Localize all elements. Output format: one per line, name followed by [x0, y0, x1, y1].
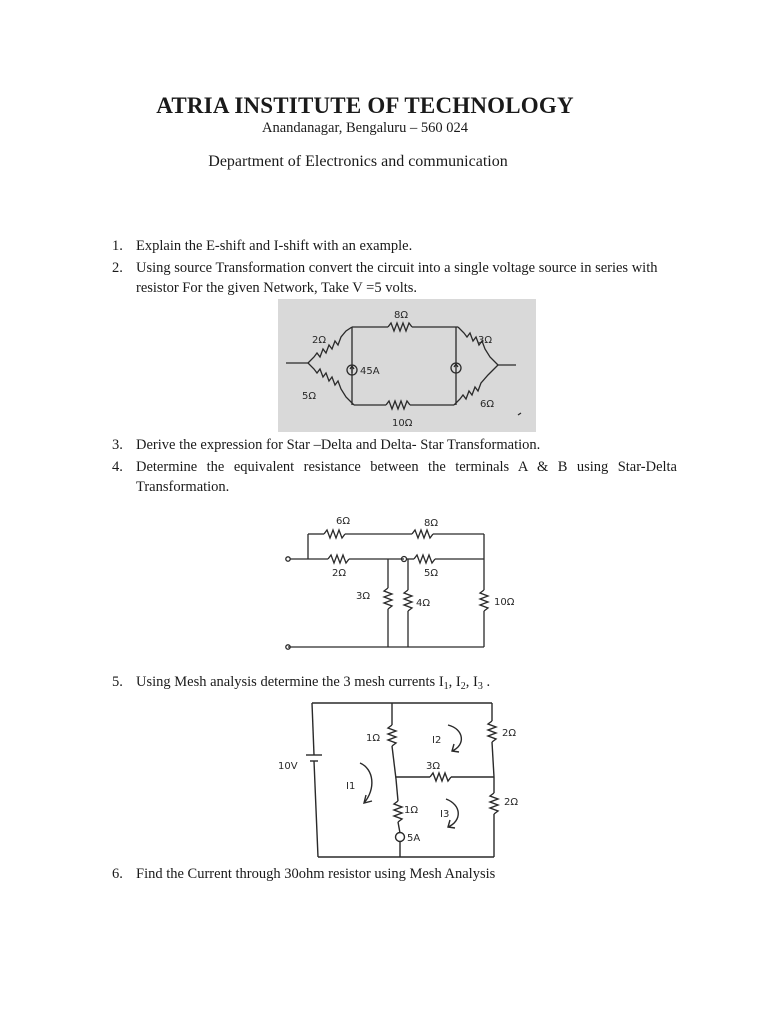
question-text: Using source Transformation convert the circuit into a single voltage source in series with resistor For the given Network, Take V =5 volts.	[136, 260, 658, 296]
resistor-label: 1Ω	[366, 733, 381, 744]
question-2	[112, 258, 677, 298]
resistor-label: 2Ω	[502, 728, 517, 739]
resistor-label: 3Ω	[478, 335, 493, 346]
resistor-label: 1Ω	[404, 805, 419, 816]
resistor-label: 3Ω	[426, 761, 441, 772]
question-number: 1.	[112, 238, 123, 254]
circuit-figure-star-delta	[278, 506, 515, 654]
question-text: Using Mesh analysis determine the 3 mesh currents $I_1$, $I_2$, $I_3$ .	[136, 674, 491, 692]
current-source-label: 45A	[360, 366, 380, 377]
institute-address: Anandanagar, Bengaluru – 560 024	[262, 120, 468, 136]
circuit-figure-source-transformation	[278, 299, 536, 432]
question-number: 2.	[112, 260, 123, 276]
mesh-current-label: I2	[432, 735, 442, 746]
resistor-label: 6Ω	[480, 399, 495, 410]
mesh-current-label: I1	[346, 781, 356, 792]
resistor-label: 2Ω	[332, 568, 347, 579]
question-number: 6.	[112, 866, 123, 882]
question-3	[112, 435, 677, 455]
question-text: Explain the E-shift and I-shift with an example.	[136, 238, 413, 254]
question-text: Find the Current through 30ohm resistor using Mesh Analysis	[136, 866, 496, 882]
question-number: 5.	[112, 674, 123, 690]
resistor-label: 3Ω	[356, 591, 371, 602]
mesh-current-label: I3	[440, 809, 450, 820]
resistor-label: 10Ω	[392, 418, 413, 429]
question-text: Determine the equivalent resistance between the terminals A & B using Star-Delta Transformation.	[136, 459, 677, 495]
question-number: 3.	[112, 437, 123, 453]
question-text: Derive the expression for Star –Delta and Delta- Star Transformation.	[136, 437, 541, 453]
resistor-label: 6Ω	[336, 516, 351, 527]
resistor-label: 5Ω	[302, 391, 317, 402]
question-4	[112, 457, 677, 497]
circuit-figure-mesh	[270, 697, 540, 861]
current-source-label: 5A	[407, 833, 421, 844]
resistor-label: 8Ω	[424, 518, 439, 529]
institute-title: ATRIA INSTITUTE OF TECHNOLOGY	[156, 93, 574, 118]
question-number: 4.	[112, 459, 123, 475]
resistor-label: 4Ω	[416, 598, 431, 609]
question-6	[112, 864, 677, 884]
department-name: Department of Electronics and communication	[208, 153, 508, 170]
resistor-label: 2Ω	[504, 797, 519, 808]
question-5	[112, 672, 677, 697]
question-1	[112, 236, 677, 256]
resistor-label: 2Ω	[312, 335, 327, 346]
resistor-label: 5Ω	[424, 568, 439, 579]
resistor-label: 8Ω	[394, 310, 409, 321]
voltage-source-label: 10V	[278, 761, 298, 772]
resistor-label: 10Ω	[494, 597, 515, 608]
